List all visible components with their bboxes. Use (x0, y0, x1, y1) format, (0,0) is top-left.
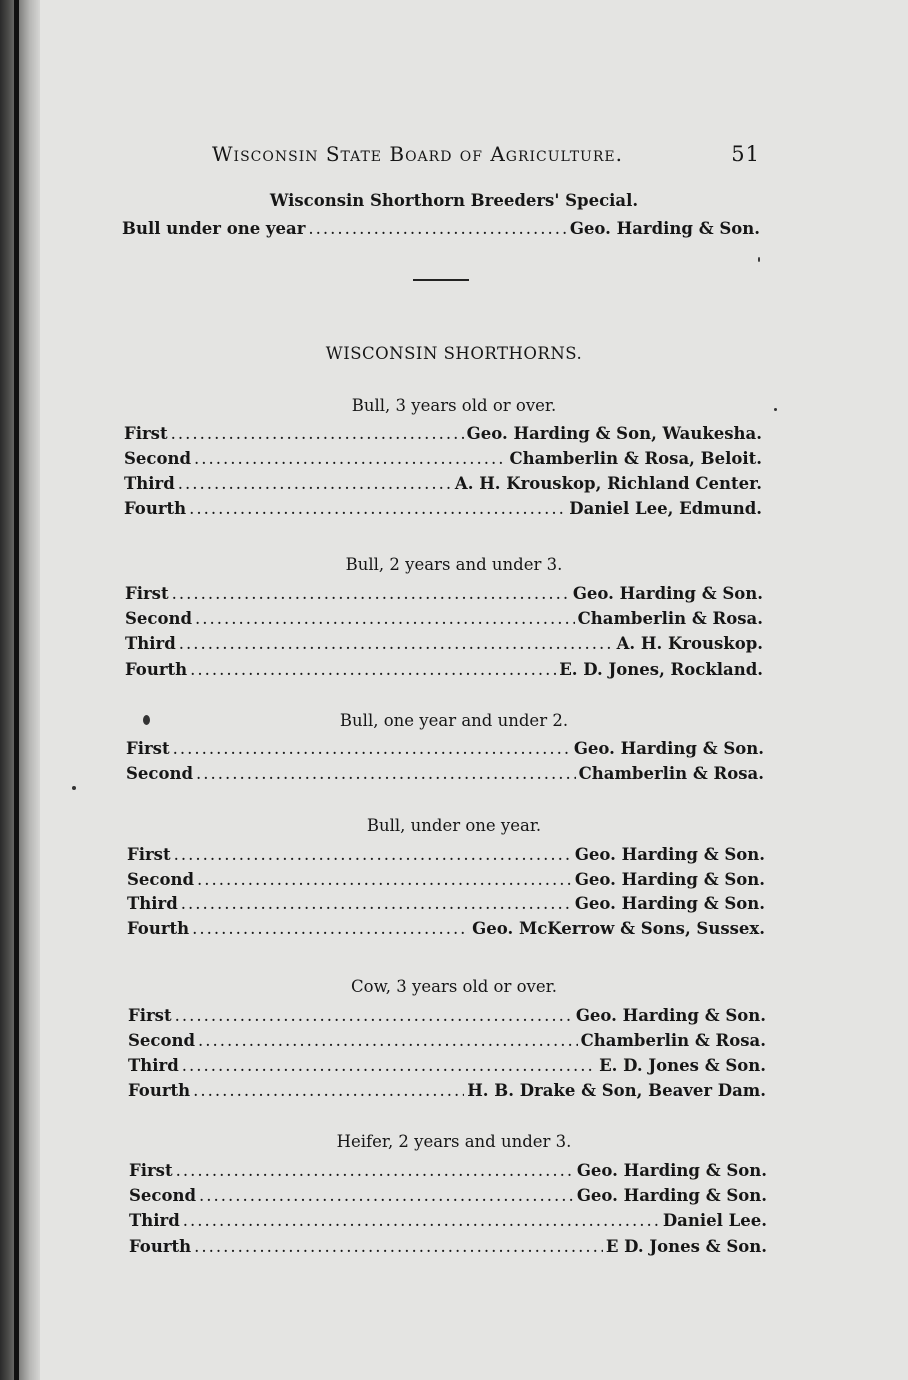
entry-winner: A. H. Krouskop. (616, 634, 763, 653)
entry-place: Second (124, 449, 191, 468)
entry-place: Third (124, 474, 175, 493)
entry-winner: Daniel Lee, Edmund. (569, 499, 762, 518)
entry-winner: Geo. Harding & Son. (574, 894, 765, 913)
class-heading: Bull, one year and under 2. (339, 711, 569, 730)
entry-row (125, 634, 763, 656)
class-heading: Bull, 2 years and under 3. (345, 555, 563, 574)
entry-winner: Geo. Harding & Son. (569, 219, 760, 238)
entry-place: Second (128, 1031, 195, 1050)
dot-leader (175, 1006, 573, 1025)
entry-place: Fourth (129, 1237, 192, 1256)
entry-row (124, 424, 762, 446)
entry-winner: Daniel Lee. (662, 1211, 767, 1230)
entry-place: Third (127, 894, 178, 913)
class-heading: Bull, 3 years old or over. (351, 396, 557, 415)
entry-row (127, 894, 765, 916)
entry-winner: Geo. Harding & Son. (572, 584, 763, 603)
dot-leader (193, 1081, 464, 1100)
class-heading: Bull, under one year. (366, 816, 542, 835)
entry-place: First (127, 845, 171, 864)
entry-winner: E. D. Jones & Son. (599, 1056, 766, 1075)
dot-leader (197, 870, 572, 889)
entry-winner: Geo. Harding & Son. (574, 845, 765, 864)
dot-leader (182, 1056, 596, 1075)
entry-winner: Chamberlin & Rosa. (578, 764, 764, 783)
running-head (212, 142, 760, 168)
entry-place: Fourth (125, 660, 188, 679)
entry-winner: Geo. Harding & Son. (576, 1161, 767, 1180)
entry-row (125, 609, 763, 631)
entry-row (129, 1161, 767, 1183)
entry-winner: Geo. Harding & Son, Waukesha. (466, 424, 762, 443)
dot-leader (179, 634, 614, 653)
entry-place: First (125, 584, 169, 603)
running-head-title: Wisconsin State Board of Agriculture. (212, 142, 623, 166)
dot-leader (198, 1031, 578, 1050)
entry-winner: Geo. Harding & Son. (574, 870, 765, 889)
entry-place: Third (129, 1211, 180, 1230)
entry-winner: Chamberlin & Rosa. (577, 609, 763, 628)
special-entry-row (122, 219, 760, 241)
entry-winner: Geo. McKerrow & Sons, Sussex. (472, 919, 765, 938)
entry-row (128, 1006, 766, 1028)
entry-place: Fourth (128, 1081, 191, 1100)
entry-place: Second (127, 870, 194, 889)
entry-winner: Chamberlin & Rosa. (580, 1031, 766, 1050)
dot-leader (181, 894, 572, 913)
entry-place: Fourth (127, 919, 190, 938)
dot-leader (174, 845, 572, 864)
class-heading: Heifer, 2 years and under 3. (336, 1132, 572, 1151)
section-divider-rule (413, 279, 469, 281)
scan-speck (143, 715, 150, 725)
scan-speck (758, 257, 760, 262)
entry-row (127, 845, 765, 867)
entry-row (129, 1237, 767, 1259)
dot-leader (195, 609, 575, 628)
dot-leader (171, 424, 464, 443)
entry-row (124, 499, 762, 521)
special-heading: Wisconsin Shorthorn Breeders' Special. (269, 191, 639, 210)
entry-place: Second (126, 764, 193, 783)
dot-leader (308, 219, 566, 238)
entry-row (126, 764, 764, 786)
dot-leader (194, 449, 507, 468)
dot-leader (194, 1237, 603, 1256)
entry-place: First (129, 1161, 173, 1180)
entry-winner: E D. Jones & Son. (605, 1237, 767, 1256)
scan-speck (72, 786, 76, 790)
entry-winner: Chamberlin & Rosa, Beloit. (509, 449, 762, 468)
entry-winner: A. H. Krouskop, Richland Center. (454, 474, 762, 493)
entry-row (127, 919, 765, 941)
entry-row (126, 739, 764, 761)
page-number: 51 (731, 142, 760, 166)
entry-row (127, 870, 765, 892)
entry-row (128, 1081, 766, 1103)
entry-place: First (124, 424, 168, 443)
dot-leader (183, 1211, 660, 1230)
dot-leader (192, 919, 469, 938)
entry-place: First (126, 739, 170, 758)
class-heading: Cow, 3 years old or over. (351, 977, 557, 996)
entry-winner: Geo. Harding & Son. (573, 739, 764, 758)
dot-leader (178, 474, 452, 493)
dot-leader (196, 764, 576, 783)
section-title: WISCONSIN SHORTHORNS. (325, 344, 583, 363)
entry-winner: E. D. Jones, Rockland. (559, 660, 763, 679)
entry-row (128, 1031, 766, 1053)
entry-place: Second (125, 609, 192, 628)
entry-place: Third (125, 634, 176, 653)
entry-place: Bull under one year (122, 219, 306, 238)
dot-leader (172, 584, 570, 603)
entry-row (125, 660, 763, 682)
entry-row (125, 584, 763, 606)
entry-row (129, 1186, 767, 1208)
entry-place: Third (128, 1056, 179, 1075)
entry-row (124, 474, 762, 496)
dot-leader (176, 1161, 574, 1180)
entry-winner: Geo. Harding & Son. (575, 1006, 766, 1025)
entry-place: Second (129, 1186, 196, 1205)
entry-row (129, 1211, 767, 1233)
scan-speck (774, 408, 777, 411)
entry-place: First (128, 1006, 172, 1025)
dot-leader (173, 739, 571, 758)
entry-place: Fourth (124, 499, 187, 518)
entry-row (124, 449, 762, 471)
dot-leader (199, 1186, 574, 1205)
entry-winner: H. B. Drake & Son, Beaver Dam. (467, 1081, 766, 1100)
entry-row (128, 1056, 766, 1078)
dot-leader (189, 499, 566, 518)
entry-winner: Geo. Harding & Son. (576, 1186, 767, 1205)
dot-leader (190, 660, 556, 679)
